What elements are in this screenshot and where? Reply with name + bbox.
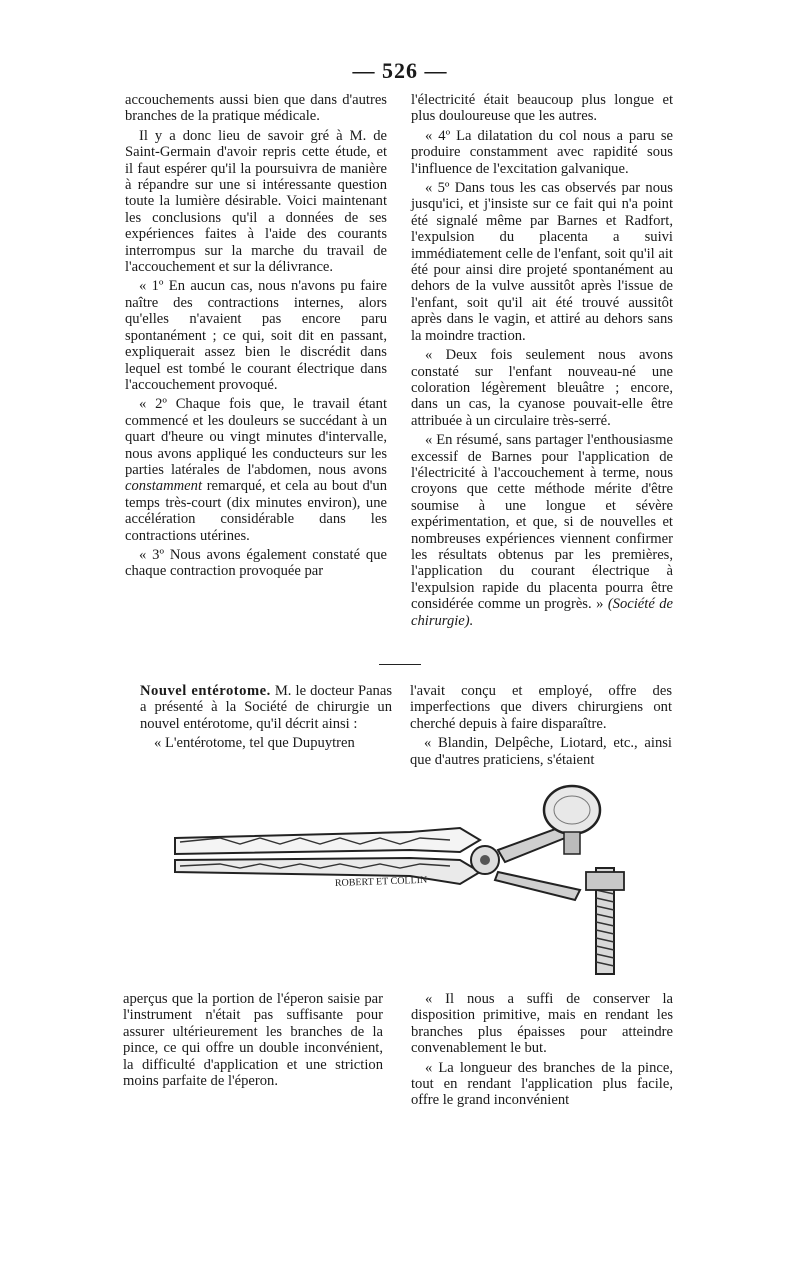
paragraph: Il y a donc lieu de savoir gré à M. de Saint-Germain d'avoir repris cette étude, et il faut espérer qu'il la poursuivra de manière à répandre sur une si intéressante question toute la lumière désirable. Voici maintenant les conclusions qu'il a données de ses expériences faites à l'aide des courants interrompus sur la marche du travail de l'accouchement et sur la délivrance. (125, 127, 387, 276)
paragraph: aperçus que la portion de l'éperon saisie par l'instrument n'était pas suffisante pour assurer ultérieurement les branches de la pince, ce qui offre un double inconvénient, la difficulté d'application et une striction moins parfaite de l'éperon. (123, 991, 383, 1090)
paragraph: « L'entérotome, tel que Dupuytren (154, 735, 355, 752)
column-mid-left (140, 683, 392, 755)
paragraph: « Blandin, Delpêche, Liotard, etc., ainsi que d'autres praticiens, s'étaient (410, 735, 672, 768)
column-top-right (411, 92, 673, 632)
paragraph: l'avait conçu et employé, offre des imperfections que divers chirurgiens ont cherché depuis à faire disparaître. (410, 683, 672, 732)
paragraph: « 4º La dilatation du col nous a paru se produire constamment avec rapidité sous l'influence de l'excitation galvanique. (411, 127, 673, 177)
paragraph: « La longueur des branches de la pince, tout en rendant l'application plus facile, offre le grand inconvénient (411, 1059, 673, 1109)
source-citation: (Société de chirurgie). (411, 596, 674, 629)
column-mid-right (410, 683, 672, 771)
paragraph (125, 396, 387, 544)
text-run: remarqué, et cela au bout d'un temps très-court (dix minutes environ), une accélération considérable dans les contractions utérines. (125, 478, 387, 544)
paragraph (411, 432, 673, 629)
figure-label: ROBERT ET COLLIN (334, 874, 428, 889)
column-top-left (125, 92, 387, 583)
page-number: — 526 — (352, 58, 448, 83)
column-bottom-right (411, 991, 673, 1112)
text-run: M. le docteur Panas a présenté à la Société de chirurgie un nouvel entérotome, qu'il décrit ainsi : (140, 683, 393, 732)
paragraph: « 3º Nous avons également constaté que chaque contraction provoquée par (125, 546, 387, 580)
text-run: « 2º Chaque fois que, le travail étant commencé et les douleurs se succédant à un quart d'heure ou vingt minutes d'intervalle, nous avons appliqué les conducteurs sur les parties latérales de l'abdomen, nous avons (125, 396, 387, 478)
paragraph: l'électricité était beaucoup plus longue et plus douloureuse que les autres. (411, 92, 673, 125)
paragraph: « 1º En aucun cas, nous n'avons pu faire naître des contractions internes, alors qu'elles n'avaient pas encore paru spontanément ; ce qui, soit dit en passant, expliquerait assez bien le discrédit dans lequel est tombé le courant électrique dans l'accouchement provoqué. (125, 278, 387, 393)
column-bottom-left (123, 991, 383, 1092)
text-run: « En résumé, sans partager l'enthousiasme excessif de Barnes pour l'application de l'électricité à l'accouchement à terme, nous croyons que cette méthode mérite d'être soumise à une longue et sévère expérimentation, et que, si de nouvelles et nombreuses expériences viennent confirmer les résultats obtenus par les premières, l'application du courant électrique à l'expulsion rapide du placenta pourra être considérée comme un progrès. » (411, 432, 673, 613)
paragraph (140, 683, 392, 732)
italic-word: constamment (125, 478, 203, 495)
paragraph: « Il nous a suffi de conserver la disposition primitive, mais en rendant les branches plus épaisses pour atteindre convenablement le but. (411, 991, 673, 1057)
section-divider (379, 664, 421, 665)
paragraph: « Deux fois seulement nous avons constaté sur l'enfant nouveau-né une coloration légèrement bleuâtre ; encore, dans un cas, la cyanose pouvait-elle être attribuée à un circulaire très-serré. (411, 347, 673, 429)
paragraph: « 5º Dans tous les cas observés par nous jusqu'ici, et j'insiste sur ce fait qui n'a point été signalé même par Barnes et Radfort, l'expulsion du placenta a suivi immédiatement celle de l'enfant, soit qu'il ait été pour ainsi dire projeté spontanément au dehors de la vulve aussitôt après l'issue de l'enfant, soit qu'il ait été trouvé aussitôt après dans le vagin, et attiré au dehors sans la moindre traction. (411, 180, 673, 344)
enterotome-illustration (160, 780, 650, 980)
section-heading: Nouvel entérotome. (140, 683, 271, 699)
paragraph: accouchements aussi bien que dans d'autres branches de la pratique médicale. (125, 92, 387, 125)
